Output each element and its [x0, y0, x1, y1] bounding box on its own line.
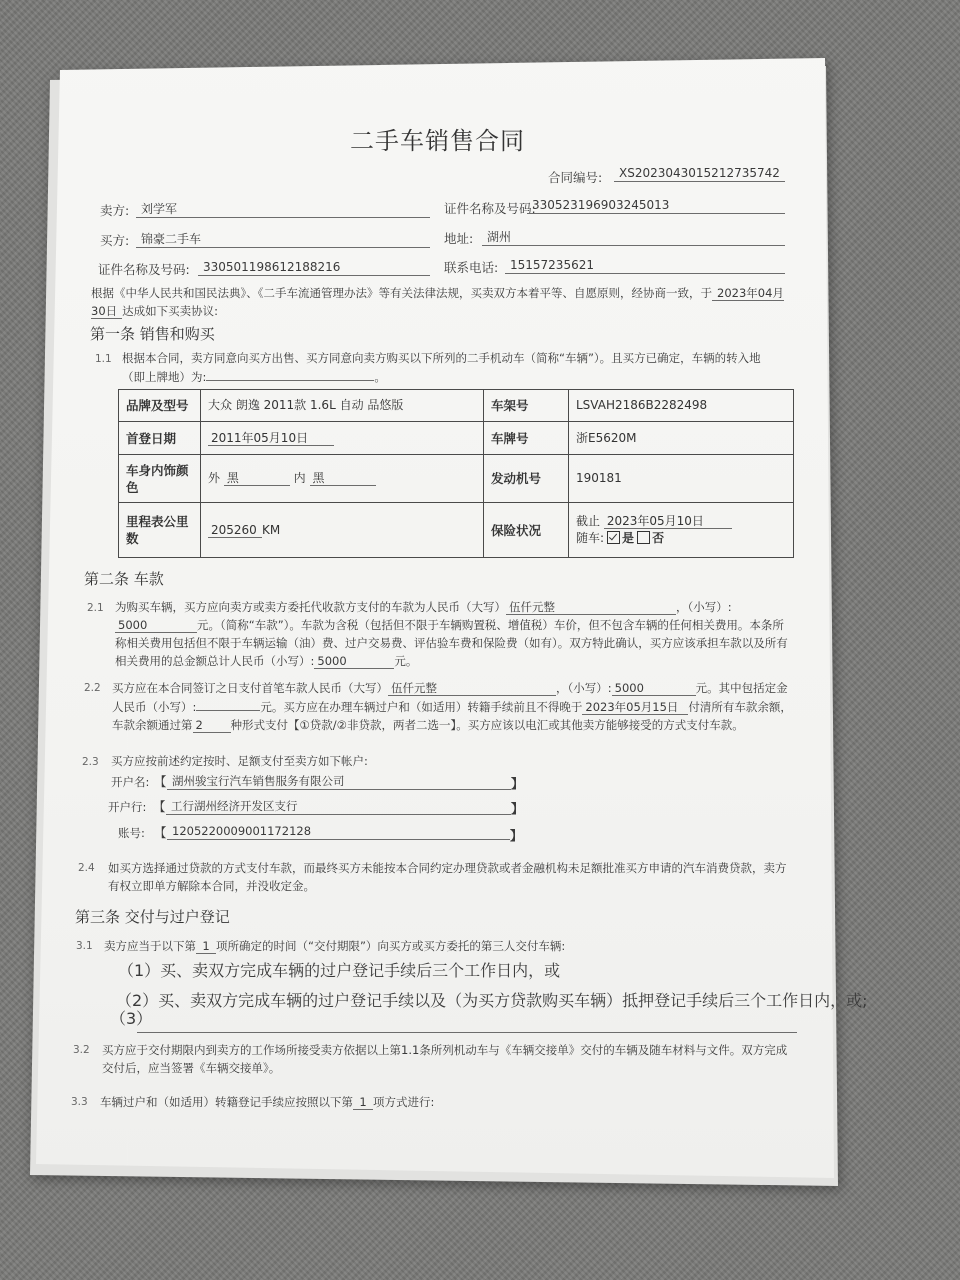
transfer-option-choice: 1	[353, 1095, 373, 1110]
delivery-option-2: （2）买、卖双方完成车辆的过户登记手续以及（为买方贷款购买车辆）抵押登记手续后三个工作日内，或;	[116, 991, 868, 1010]
agreement-date: 2023年04月30日	[91, 286, 784, 318]
clause-3-1-text-1: 卖方应当于以下第	[104, 939, 196, 953]
registration-place	[206, 367, 374, 381]
clause-3-1-text-2: 项所确定的时间（“交付期限”）向买方或买方委托的第三人交付车辆:	[216, 939, 566, 953]
clause-2-1	[115, 598, 793, 670]
account-name-label: 开户名:	[111, 775, 150, 789]
balance-deadline: 2023年05月15日	[582, 700, 688, 715]
preamble	[91, 284, 793, 320]
clause-2-2-text-6: 种形式支付【①贷款/②非贷款，两者二选一】。买方应该以电汇或其他卖方能够接受的方式支付车款。	[230, 718, 744, 732]
clause-2-1-text-3: 元。（简称“车款”）。车款为含税（包括但不限于车辆购置税、增值税）车价，但不包含车辆的任何相关费用。本条所称相关费用包括但不限于车辆运输（油）费、过户交易费、评估验车费和保险费（如有）。双方特此确认，买方应该承担车款以及所有相关费用的总金额总计人民币（小写）:	[115, 618, 788, 668]
vin-value: LSVAH2186B2282498	[569, 390, 794, 422]
delivery-option-1: （1）买、卖双方完成车辆的过户登记手续后三个工作日内，或	[118, 961, 561, 980]
total-amount: 5000	[314, 654, 394, 669]
address-value: 湖州	[482, 229, 785, 246]
plate-value: 浙E5620M	[569, 422, 794, 455]
clause-2-4-text: 如买方选择通过贷款的方式支付车款，而最终买方未能按本合同约定办理贷款或者金融机构未足额批准买方申请的汽车消费贷款，卖方有权立即单方解除本合同，并没收定金。	[108, 861, 787, 893]
clause-2-2-text-3: 元。其中包括定金人民币（小写）:	[112, 681, 788, 714]
no-label: 否	[652, 531, 665, 545]
bank-value: 工行湖州经济开发区支行	[166, 798, 511, 815]
clause-3-2-number: 3.2	[73, 1044, 90, 1056]
article-1-heading: 第一条 销售和购买	[90, 325, 215, 343]
engine-label: 发动机号	[484, 455, 569, 503]
clause-2-1-text-4: 元。	[394, 654, 418, 668]
price-uppercase: 伍仟元整	[506, 600, 676, 615]
first-payment-uppercase: 伍仟元整	[388, 681, 556, 696]
vehicle-info-table	[118, 389, 794, 558]
price-lowercase: 5000	[115, 618, 197, 633]
buyer-value: 锦豪二手车	[136, 231, 430, 248]
delivery-option-choice: 1	[196, 939, 216, 954]
plate-label: 车牌号	[484, 422, 569, 455]
interior-label: 内	[293, 471, 306, 485]
bank-label: 开户行:	[108, 800, 147, 814]
insurance-until-label: 截止	[576, 514, 601, 528]
contract-no-value: XS2023043015212735742	[614, 165, 785, 182]
article-2-heading: 第二条 车款	[84, 570, 164, 588]
clause-1-1-number: 1.1	[95, 353, 112, 365]
with-car-label: 随车:	[576, 531, 605, 545]
mileage-value: 205260	[208, 523, 262, 538]
clause-2-2-text-4: 元。买方应在办理车辆过户和（如适用）转籍手续前且不得晚于	[260, 700, 583, 714]
document-title: 二手车销售合同	[350, 127, 525, 155]
account-no-value: 1205220009001172128	[167, 823, 510, 840]
article-3-heading: 第三条 交付与过户登记	[75, 908, 230, 926]
phone-label: 联系电话:	[444, 260, 499, 275]
exterior-color: 黑	[224, 471, 290, 486]
account-no-bracket-open: 【	[154, 825, 167, 840]
insurance-cell	[569, 503, 794, 558]
payment-method: 2	[193, 718, 231, 733]
phone-value: 15157235621	[505, 257, 785, 274]
clause-3-3-text-2: 项方式进行:	[373, 1095, 435, 1109]
delivery-option-3-value	[137, 1016, 797, 1033]
insurance-label: 保险状况	[484, 503, 569, 558]
clause-2-2	[112, 679, 794, 734]
clause-2-1-text-2: ，（小写）:	[676, 600, 732, 614]
clause-1-1-tail: 。	[374, 370, 386, 384]
buyer-id-value: 330501198612188216	[198, 259, 430, 276]
brand-label: 品牌及型号	[119, 390, 201, 422]
engine-value: 190181	[569, 455, 794, 503]
checkbox-yes-icon	[607, 531, 620, 544]
bank-bracket-open: 【	[153, 799, 166, 814]
delivery-option-3-label: （3）	[110, 1009, 153, 1028]
mileage-unit: KM	[262, 522, 281, 537]
insurance-until-value: 2023年05月10日	[604, 514, 732, 529]
exterior-label: 外	[208, 471, 221, 485]
table-row	[119, 503, 794, 558]
clause-2-3-number: 2.3	[82, 756, 99, 768]
color-label: 车身内饰颜色	[119, 455, 201, 503]
clause-2-2-text-5: 付清所有车款余额，车款余额通过第	[112, 700, 792, 732]
buyer-id-label: 证件名称及号码:	[98, 262, 190, 277]
first-payment-lowercase: 5000	[612, 681, 696, 696]
table-row	[119, 422, 794, 455]
mileage-cell	[201, 503, 484, 558]
seller-id-label: 证件名称及号码:	[444, 201, 536, 216]
mileage-label: 里程表公里数	[119, 503, 201, 558]
clause-2-3-text: 买方应按前述约定按时、足额支付至卖方如下帐户:	[111, 754, 368, 768]
clause-2-1-text-1: 为购买车辆，买方应向卖方或卖方委托代收款方支付的车款为人民币（大写）	[115, 600, 506, 614]
account-name-value: 湖州骏宝行汽车销售服务有限公司	[167, 773, 511, 790]
clause-3-3-number: 3.3	[71, 1096, 88, 1108]
first-reg-label: 首登日期	[119, 422, 201, 455]
preamble-tail: 达成如下买卖协议:	[122, 304, 219, 318]
clause-2-2-text-2: ，（小写）:	[556, 681, 612, 695]
account-no-bracket-close: 】	[510, 828, 523, 843]
table-row	[119, 390, 794, 422]
account-name-bracket-open: 【	[154, 774, 167, 789]
first-reg-value: 2011年05月10日	[208, 431, 334, 446]
yes-label: 是	[622, 531, 635, 545]
account-no-label: 账号:	[118, 826, 145, 840]
deposit-amount	[196, 697, 260, 711]
clause-2-1-number: 2.1	[87, 602, 104, 614]
brand-value: 大众 朗逸 2011款 1.6L 自动 品悠版	[201, 390, 484, 422]
contract-no-label: 合同编号:	[548, 170, 603, 185]
clause-1-1	[122, 349, 782, 386]
color-cell	[201, 455, 484, 503]
seller-value: 刘学军	[136, 201, 430, 218]
clause-2-4-number: 2.4	[78, 862, 95, 874]
table-row	[119, 455, 794, 503]
with-car-line	[576, 530, 786, 547]
clause-3-1	[104, 937, 794, 955]
account-name-bracket-close: 】	[511, 776, 524, 791]
insurance-until-line	[576, 513, 786, 530]
seller-label: 卖方:	[100, 203, 130, 218]
interior-color: 黑	[310, 471, 376, 486]
checkbox-no-icon	[637, 531, 650, 544]
clause-3-3	[100, 1093, 790, 1111]
clause-3-1-number: 3.1	[76, 940, 93, 952]
bank-bracket-close: 】	[511, 801, 524, 816]
buyer-label: 买方:	[100, 233, 130, 248]
clause-2-2-text-1: 买方应在本合同签订之日支付首笔车款人民币（大写）	[112, 681, 388, 695]
clause-3-2-text: 买方应于交付期限内到卖方的工作场所接受卖方依据以上第1.1条所列机动车与《车辆交接单》交付的车辆及随车材料与文件。双方完成交付后，应当签署《车辆交接单》。	[102, 1043, 788, 1075]
first-reg-cell	[201, 422, 484, 455]
clause-2-2-number: 2.2	[84, 682, 101, 694]
address-label: 地址:	[444, 231, 474, 246]
preamble-text: 根据《中华人民共和国民法典》、《二手车流通管理办法》等有关法律法规，买卖双方本着平等、自愿原则，经协商一致，于	[91, 286, 712, 300]
seller-id-value: 330523196903245013	[527, 197, 785, 214]
clause-1-1-text: 根据本合同，卖方同意向买方出售、买方同意向卖方购买以下所列的二手机动车（简称“车辆”）。且买方已确定，车辆的转入地（即上牌地）为:	[122, 351, 761, 384]
vin-label: 车架号	[484, 390, 569, 422]
clause-3-3-text-1: 车辆过户和（如适用）转籍登记手续应按照以下第	[100, 1095, 353, 1109]
